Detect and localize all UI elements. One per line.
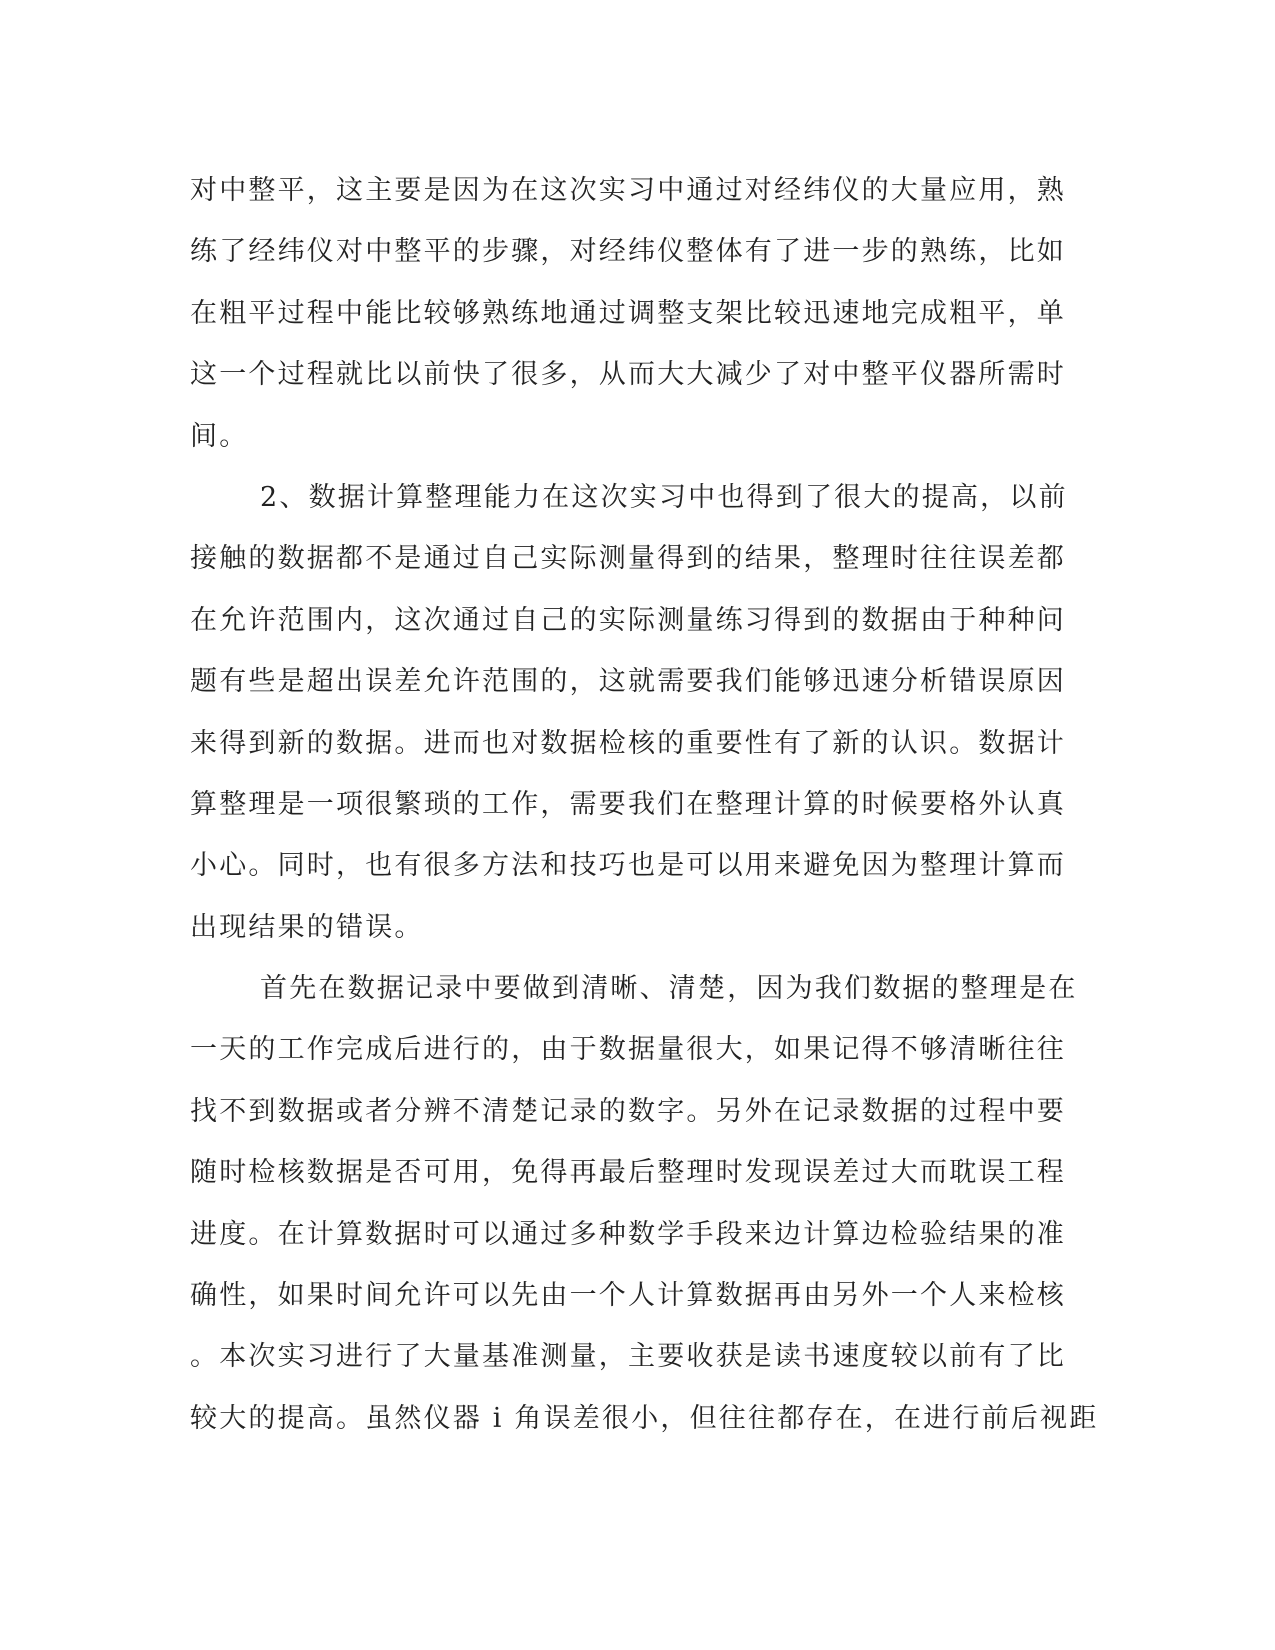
- text-line: 一天的工作完成后进行的，由于数据量很大，如果记得不够清晰往往: [190, 1034, 1066, 1066]
- text-line: 来得到新的数据。进而也对数据检核的重要性有了新的认识。数据计: [190, 727, 1066, 759]
- text-line: 间。: [190, 420, 249, 452]
- text-line: 小心。同时，也有很多方法和技巧也是可以用来避免因为整理计算而: [190, 850, 1066, 882]
- text-line: 随时检核数据是否可用，免得再最后整理时发现误差过大而耽误工程: [190, 1157, 1066, 1189]
- body-text: [190, 160, 1099, 1449]
- text-line: 题有些是超出误差允许范围的，这就需要我们能够迅速分析错误原因: [190, 666, 1066, 698]
- paragraph-start-line: 首先在数据记录中要做到清晰、清楚，因为我们数据的整理是在: [260, 973, 1078, 1005]
- paragraph-start-line: 2、数据计算整理能力在这次实习中也得到了很大的提高，以前: [260, 481, 1068, 513]
- text-line: 接触的数据都不是通过自己实际测量得到的结果，整理时往往误差都: [190, 543, 1066, 575]
- text-line: 找不到数据或者分辨不清楚记录的数字。另外在记录数据的过程中要: [190, 1095, 1066, 1127]
- text-line: 在允许范围内，这次通过自己的实际测量练习得到的数据由于种种问: [190, 604, 1066, 636]
- text-line: 这一个过程就比以前快了很多，从而大大减少了对中整平仪器所需时: [190, 359, 1066, 391]
- text-line: 对中整平，这主要是因为在这次实习中通过对经纬仪的大量应用，熟: [190, 175, 1066, 206]
- text-line: 较大的提高。虽然仪器 i 角误差很小，但往往都存在，在进行前后视距: [190, 1402, 1099, 1434]
- text-line: 算整理是一项很繁琐的工作，需要我们在整理计算的时候要格外认真: [190, 788, 1066, 820]
- text-line: 确性，如果时间允许可以先由一个人计算数据再由另外一个人来检核: [190, 1280, 1066, 1312]
- text-line: 进度。在计算数据时可以通过多种数学手段来边计算边检验结果的准: [190, 1218, 1066, 1250]
- text-line: 。本次实习进行了大量基准测量，主要收获是读书速度较以前有了比: [190, 1341, 1066, 1373]
- text-line: 在粗平过程中能比较够熟练地通过调整支架比较迅速地完成粗平，单: [190, 297, 1066, 329]
- text-line: 出现结果的错误。: [190, 911, 424, 943]
- text-line: 练了经纬仪对中整平的步骤，对经纬仪整体有了进一步的熟练，比如: [190, 236, 1066, 268]
